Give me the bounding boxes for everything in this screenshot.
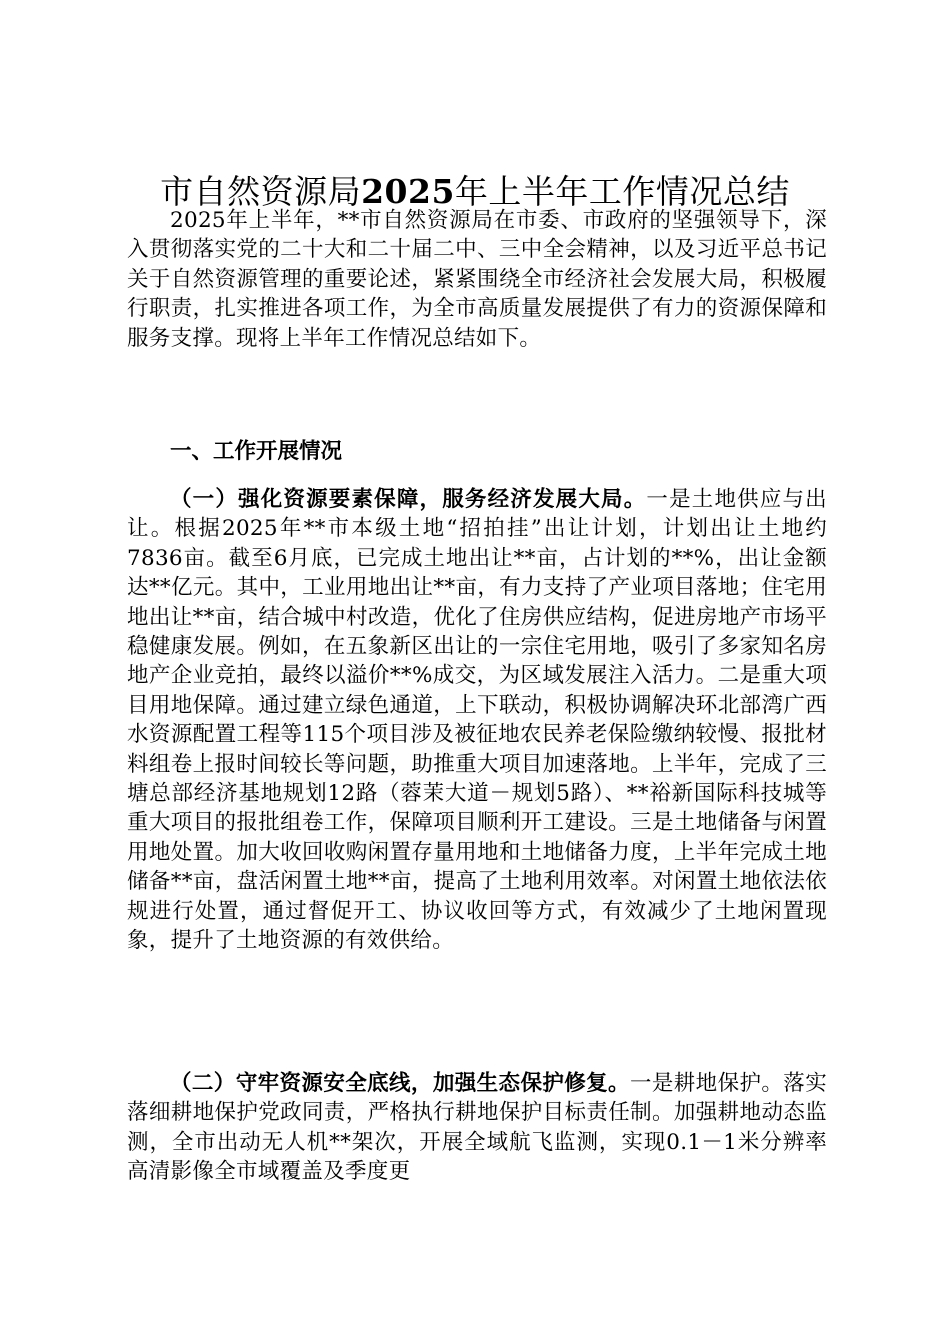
subsection-body-1: 一是土地供应与出让。根据2025年**市本级土地“招拍挂”出让计划，计划出让土地约7836亩。截至6月底，已完成土地出让**亩，占计划的**%，出让金额达**亿元。其中，工业用地出让**亩，有力支持了产业项目落地；住宅用地出让**亩，结合城中村改造，优化了住房供应结构，促进房地产市场平稳健康发展。例如，在五象新区出让的一宗住宅用地，吸引了多家知名房地产企业竞拍，最终以溢价**%成交，为区域发展注入活力。二是重大项目用地保障。通过建立绿色通道，上下联动，积极协调解决环北部湾广西水资源配置工程等115个项目涉及被征地农民养老保险缴纳较慢、报批材料组卷上报时间较长等问题，助推重大项目加速落地。上半年，完成了三塘总部经济基地规划12路（蓉茉大道－规划5路）、**裕新国际科技城等重大项目的报批组卷工作，保障项目顺利开工建设。三是土地储备与闲置用地处置。加大收回收购闲置存量用地和土地储备力度，上半年完成土地储备**亩，盘活闲置土地**亩，提高了土地利用效率。对闲置土地依法依规进行处置，通过督促开工、协议收回等方式，有效减少了土地闲置现象，提升了土地资源的有效供给。 (127, 487, 827, 954)
title-suffix: 年上半年工作情况总结 (454, 172, 790, 211)
title-year: 2025 (361, 172, 455, 211)
subsection-lead-2: （二）守牢资源安全底线，加强生态保护修复。 (170, 1071, 630, 1096)
subsection-lead-1: （一）强化资源要素保障，服务经济发展大局。 (170, 487, 647, 512)
intro-paragraph: 2025年上半年，**市自然资源局在市委、市政府的坚强领导下，深入贯彻落实党的二十大和二十届二中、三中全会精神，以及习近平总书记关于自然资源管理的重要论述，紧紧围绕全市经济社会发展大局，积极履行职责，扎实推进各项工作，为全市高质量发展提供了有力的资源保障和服务支撑。现将上半年工作情况总结如下。 (127, 208, 827, 351)
subsection-paragraph-1 (127, 485, 827, 956)
subsection-body-2: 一是耕地保护。落实落细耕地保护党政同责，严格执行耕地保护目标责任制。加强耕地动态监测，全市出动无人机**架次，开展全域航飞监测，实现0.1－1米分辨率高清影像全市域覆盖及季度更 (127, 1071, 827, 1185)
title-prefix: 市自然资源局 (160, 172, 362, 211)
section-heading: 一、工作开展情况 (170, 439, 343, 464)
subsection-paragraph-2 (127, 1069, 827, 1187)
